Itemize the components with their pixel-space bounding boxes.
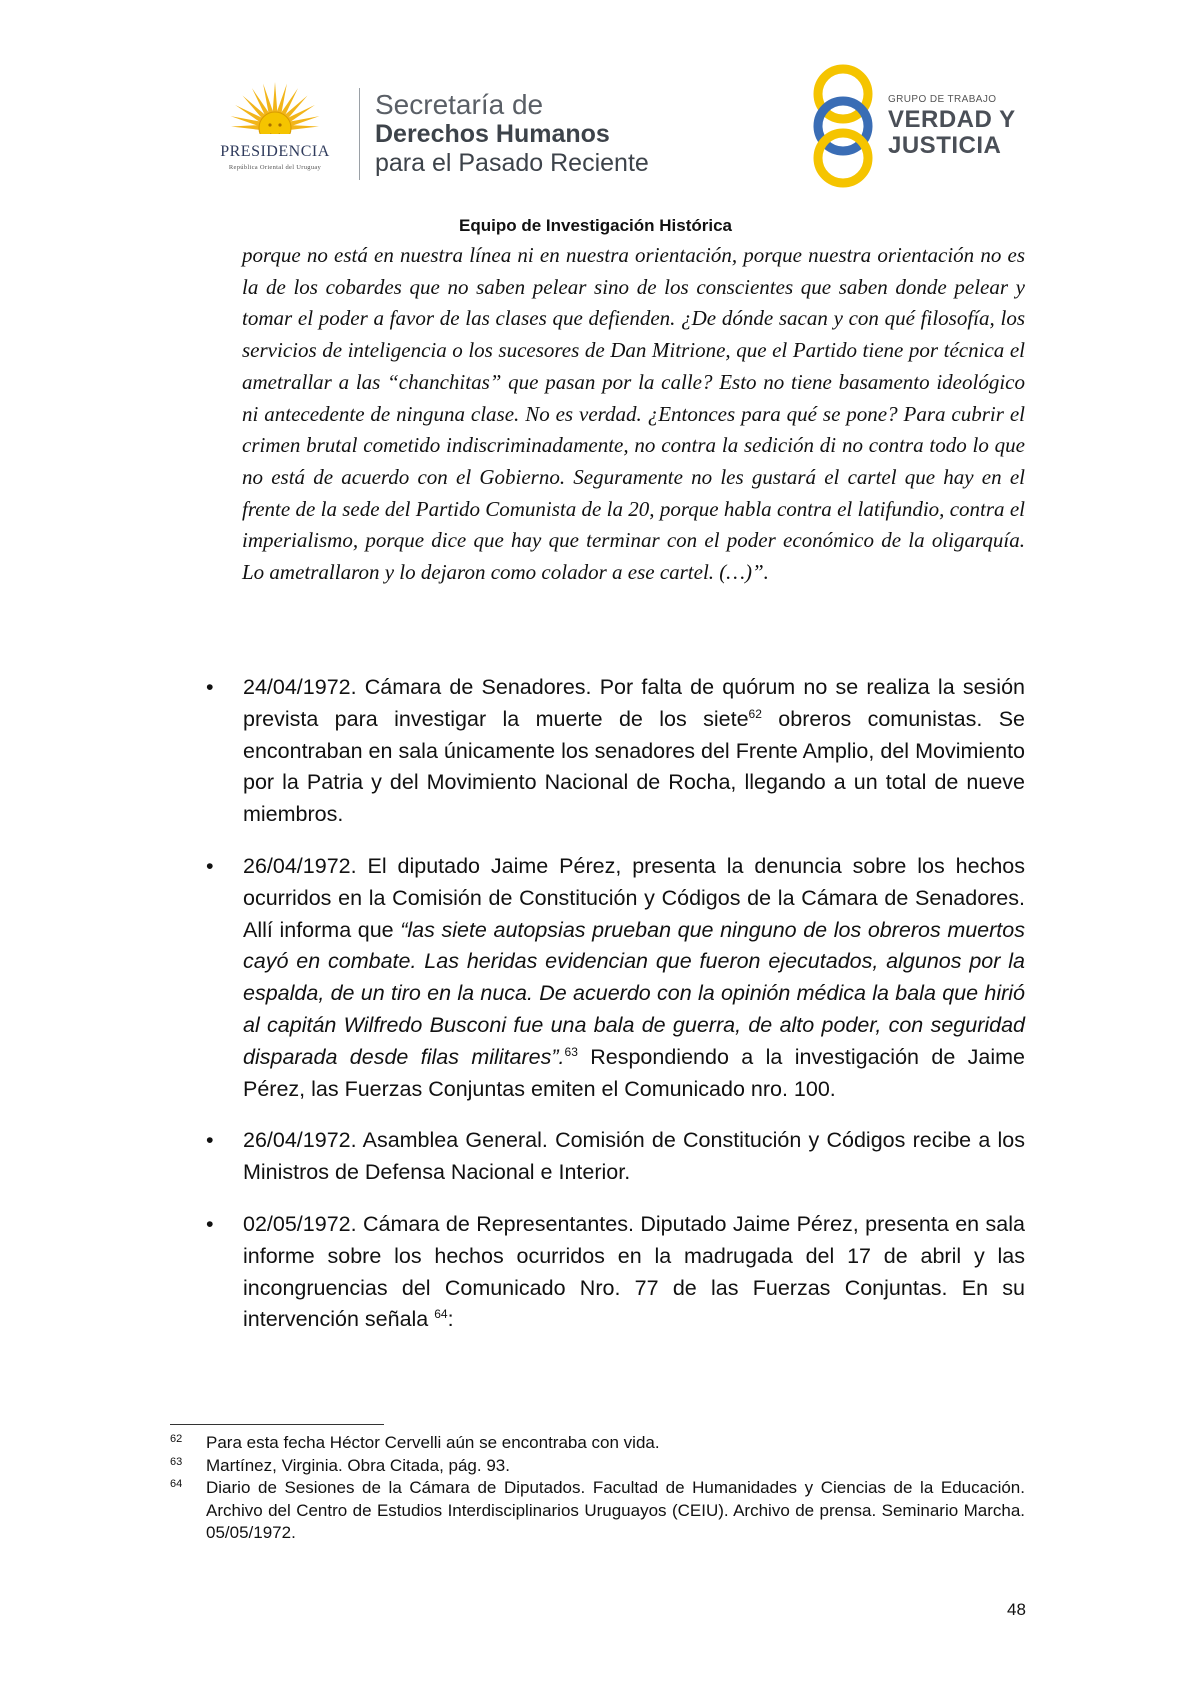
bullet-icon: • — [206, 1211, 214, 1236]
gtvj-title-line-1: VERDAD Y — [888, 106, 1016, 133]
secretaria-line-2-text: Derechos Humanos — [375, 120, 610, 148]
footnote-ref[interactable]: 64 — [434, 1307, 448, 1322]
footnotes — [170, 1432, 1025, 1545]
footnote — [170, 1477, 1025, 1545]
presidencia-logo-subtitle: República Oriental del Uruguay — [228, 164, 322, 171]
rings-icon — [808, 64, 878, 188]
footnote-text: Para esta fecha Héctor Cervelli aún se encontraba con vida. — [206, 1433, 660, 1452]
bullet-icon: • — [206, 1128, 214, 1153]
footnote — [170, 1432, 1025, 1455]
footnote-divider — [170, 1424, 384, 1425]
list-item-quote: “las siete autopsias prueban que ninguno de los obreros muertos cayó en combate. Las heridas evidencian que fueron ejecutados, algunos por la espalda, de un tiro en la nuca. De acuerdo con la opinión médica la bala que hirió al capitán Wilfredo Busconi fue una bala de guerra, de alto poder, con seguridad disparada desde filas militares”. — [243, 917, 1025, 1069]
presidencia-logo-text: PRESIDENCIA — [220, 143, 330, 160]
secretaria-line-3: para el Pasado Reciente — [375, 149, 649, 177]
list-item-text: 26/04/1972. Asamblea General. Comisión de Constitución y Códigos recibe a los Ministros de Defensa Nacional e Interior. — [243, 1128, 1025, 1185]
gtvj-title-line-2: JUSTICIA — [888, 132, 1002, 159]
footnote-number: 62 — [170, 1433, 183, 1445]
secretaria-line-2 — [375, 120, 649, 149]
presidencia-logo — [195, 78, 355, 178]
list-item-text: 24/04/1972. Cámara de Senadores. Por falta de quórum no se realiza la sesión prevista para investigar la muerte de los siete — [243, 675, 1025, 731]
page-number: 48 — [1007, 1600, 1026, 1619]
list-item — [204, 1209, 1025, 1336]
footnote-number: 64 — [170, 1478, 183, 1490]
quote-block: porque no está en nuestra línea ni en nuestra orientación, porque nuestra orientación no es la de los cobardes que no saben pelear sino de los conscientes que saben donde pelear y tomar el poder a favor de las clases que defienden. ¿De dónde sacan y con qué filosofía, los servicios de inteligencia o los sucesores de Dan Mitrione, que el Partido tiene por técnica el ametrallar a las “chanchitas” que pasan por la calle? Esto no tiene basamento ideológico ni antecedente de ninguna clase. No es verdad. ¿Entonces para qué se pone? Para cubrir el crimen brutal cometido indiscriminadamente, no contra la sedición di no contra todo lo que no está de acuerdo con el Gobierno. Seguramente no les gustará el cartel que hay en el frente de la sede del Partido Comunista de la 20, porque habla contra el latifundio, contra el imperialismo, porque dice que hay que terminar con el poder económico de la oligarquía. Lo ametrallaron y lo dejaron como colador a ese cartel. (…)”. — [242, 243, 1025, 585]
event-list — [204, 672, 1025, 1356]
footnote-ref[interactable]: 62 — [748, 706, 762, 721]
footnote — [170, 1455, 1025, 1478]
bullet-icon: • — [206, 853, 214, 878]
bullet-icon: • — [206, 675, 214, 699]
footnote-ref[interactable]: 63 — [564, 1044, 578, 1059]
list-item — [204, 851, 1025, 1105]
list-item — [204, 1125, 1025, 1189]
footnote-number: 63 — [170, 1455, 183, 1468]
gtvj-small-text: GRUPO DE TRABAJO — [888, 94, 997, 105]
secretaria-line-1: Secretaría de — [375, 89, 544, 120]
header-divider — [359, 88, 360, 180]
list-item-text: Respondiendo a la investigación de Jaime Pérez, las Fuerzas Conjuntas emiten el Comunicado nro. 100. — [243, 1044, 1025, 1101]
section-heading: Equipo de Investigación Histórica — [459, 216, 732, 235]
list-item-text: 02/05/1972. Cámara de Representantes. Diputado Jaime Pérez, presenta en sala informe sobre los hechos ocurridos en la madrugada del 17 de abril y las incongruencias del Comunicado Nro. 77 de las Fuerzas Conjuntas. En su intervención señala — [243, 1211, 1025, 1332]
list-item — [204, 672, 1025, 831]
list-item-text: obreros comunistas. Se encontraban en sala únicamente los senadores del Frente Amplio, del Movimiento por la Patria y del Movimiento Nacional de Rocha, llegando a un total de nueve miembros. — [243, 706, 1025, 827]
footnote-text: Martínez, Virginia. Obra Citada, pág. 93. — [206, 1455, 510, 1475]
footnote-text: Diario de Sesiones de la Cámara de Diputados. Facultad de Humanidades y Ciencias de la Educación. Archivo del Centro de Estudios Interdisciplinarios Uruguayos (CEIU). Archivo de prensa. Seminario Marcha. 05/05/1972. — [206, 1478, 1025, 1542]
list-item-text: 26/04/1972. El diputado Jaime Pérez, presenta la denuncia sobre los hechos ocurridos en la Comisión de Constitución y Códigos de la Cámara de Senadores. Allí informa que — [243, 853, 1025, 942]
verdad-justicia-logo — [808, 64, 1028, 188]
secretaria-logo — [375, 90, 649, 178]
sun-icon — [195, 78, 355, 144]
list-item-text: : — [447, 1307, 454, 1332]
